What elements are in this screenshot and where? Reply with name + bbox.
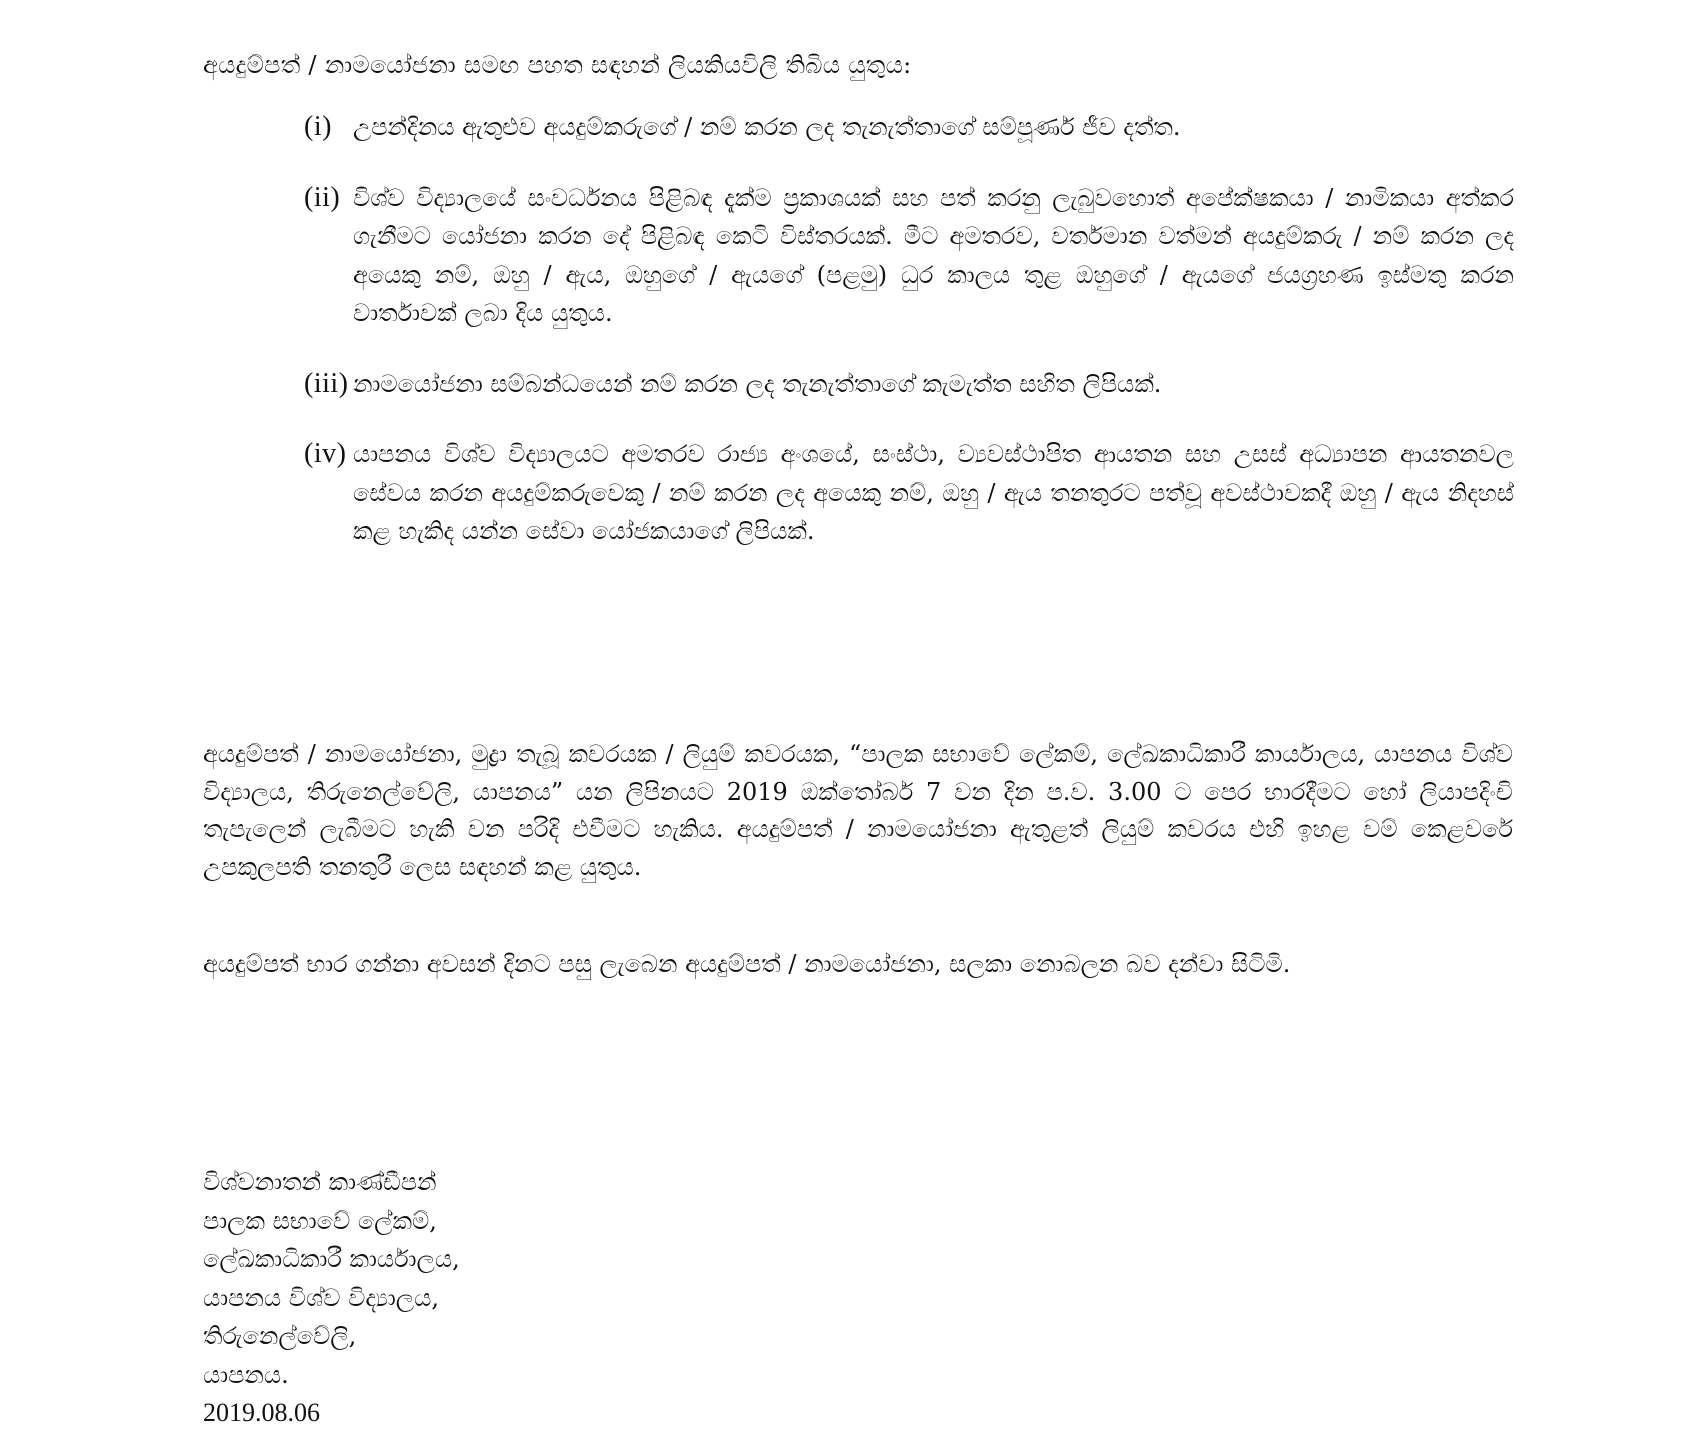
signatory-title: පාලක සභාවේ ලේකම්, [203, 1206, 437, 1235]
list-item-text: උපන්දිනය ඇතුළුව අයදුම්කරුගේ / නම් කරන ලද තැනැත්තාගේ සම්පූර්ණ ජීව දත්ත. [353, 113, 1181, 141]
list-item [304, 179, 1514, 333]
signatory-name: විශ්වනාතන් කාණ්ඩීපන් [203, 1168, 437, 1196]
submission-paragraph: අයදුම්පත් / නාමයෝජනා, මුද්‍රා තැබූ කවරයක / ලියුම් කවරයක, “පාලක සභාවේ ලේකම්, ලේඛකාධිකාරී කාර්යාලය, යාපනය විශ්ව විද්‍යාලය, තිරුනෙල්වේලි, යාපනය” යන ලිපිනයට 2019 ඔක්තෝබර් 7 වන දින ප.ව. 3.00 ට පෙර භාරදීමට හෝ ලියාපදිංචි තැපැලෙන් ලැබීමට හැකි වන පරිදි එවීමට හැකිය. අයදුම්පත් / නාමයෝජනා ඇතුළත් ලියුම් කවරය එහි ඉහළ වම් කෙළවරේ උපකුලපති තනතුරී ලෙස සඳහන් කළ යුතුය. [203, 740, 1513, 881]
signatory-office: ලේඛකාධිකාරී කාර්යාලය, [203, 1245, 460, 1273]
requirements-list [304, 108, 1514, 551]
deadline-paragraph: අයදුම්පත් භාර ගන්නා අවසන් දිනට පසු ලැබෙන අයදුම්පත් / නාමයෝජනා, සලකා නොබලන බව දන්වා සිටිමි. [203, 950, 1291, 978]
list-item-text: යාපනය විශ්ව විද්‍යාලයට අමතරව රාජ්‍ය අංශයේ, සංස්ථා, ව්‍යවස්ථාපිත ආයතන සහ උසස් අධ්‍යාපන ආයතනවල සේවය කරන අයදුම්කරුවෙකු / නම් කරන ලද අයෙකු නම්, ඔහු / ඇය තනතුරට පත්වූ අවස්ථාවකදී ඔහු / ඇය නිදහස් කළ හැකිද යන්න සේවා යෝජකයාගේ ලිපියක්. [353, 440, 1514, 545]
list-marker: (ii) [304, 181, 341, 213]
list-marker: (i) [304, 111, 332, 142]
list-item [304, 108, 1514, 147]
list-item-text: නාමයෝජනා සම්බන්ධයෙන් නම් කරන ලද තැනැත්තාගේ කැමැත්ත සහිත ලිපියක්. [353, 369, 1162, 398]
requirements-intro: අයදුම්පත් / නාමයෝජනා සමඟ පහත සඳහන් ලියකියවිලි තිබිය යුතුය: [203, 51, 912, 79]
signatory-city: යාපනය. [203, 1360, 289, 1389]
document-date: 2019.08.06 [203, 1398, 320, 1427]
list-item-text: විශ්ව විද්‍යාලයේ සංවර්ධනය පිළිබඳ දැක්ම ප්‍රකාශයක් සහ පත් කරනු ලැබුවහොත් අපේක්ෂකයා / නාමිකයා අත්කර ගැනීමට යෝජනා කරන දේ පිළිබඳ කෙටි විස්තරයක්. මීට අමතරව, වර්තමාන වත්මන් අයදුම්කරු / නම් කරන ලද අයෙකු නම්, ඔහු / ඇය, ඔහුගේ / ඇයගේ (පළමු) ධුර කාලය තුළ ඔහුගේ / ඇයගේ ජයග්‍රහණ ඉස්මතු කරන වාර්තාවක් ලබා දිය යුතුය. [353, 183, 1514, 327]
signatory-university: යාපනය විශ්ව විද්‍යාලය, [203, 1283, 440, 1312]
list-marker: (iii) [304, 367, 349, 399]
list-item [304, 435, 1514, 551]
list-item [304, 365, 1514, 404]
signatory-area: තිරුනෙල්වේලි, [203, 1322, 357, 1350]
signature-block [203, 1163, 460, 1433]
list-marker: (iv) [304, 438, 347, 469]
